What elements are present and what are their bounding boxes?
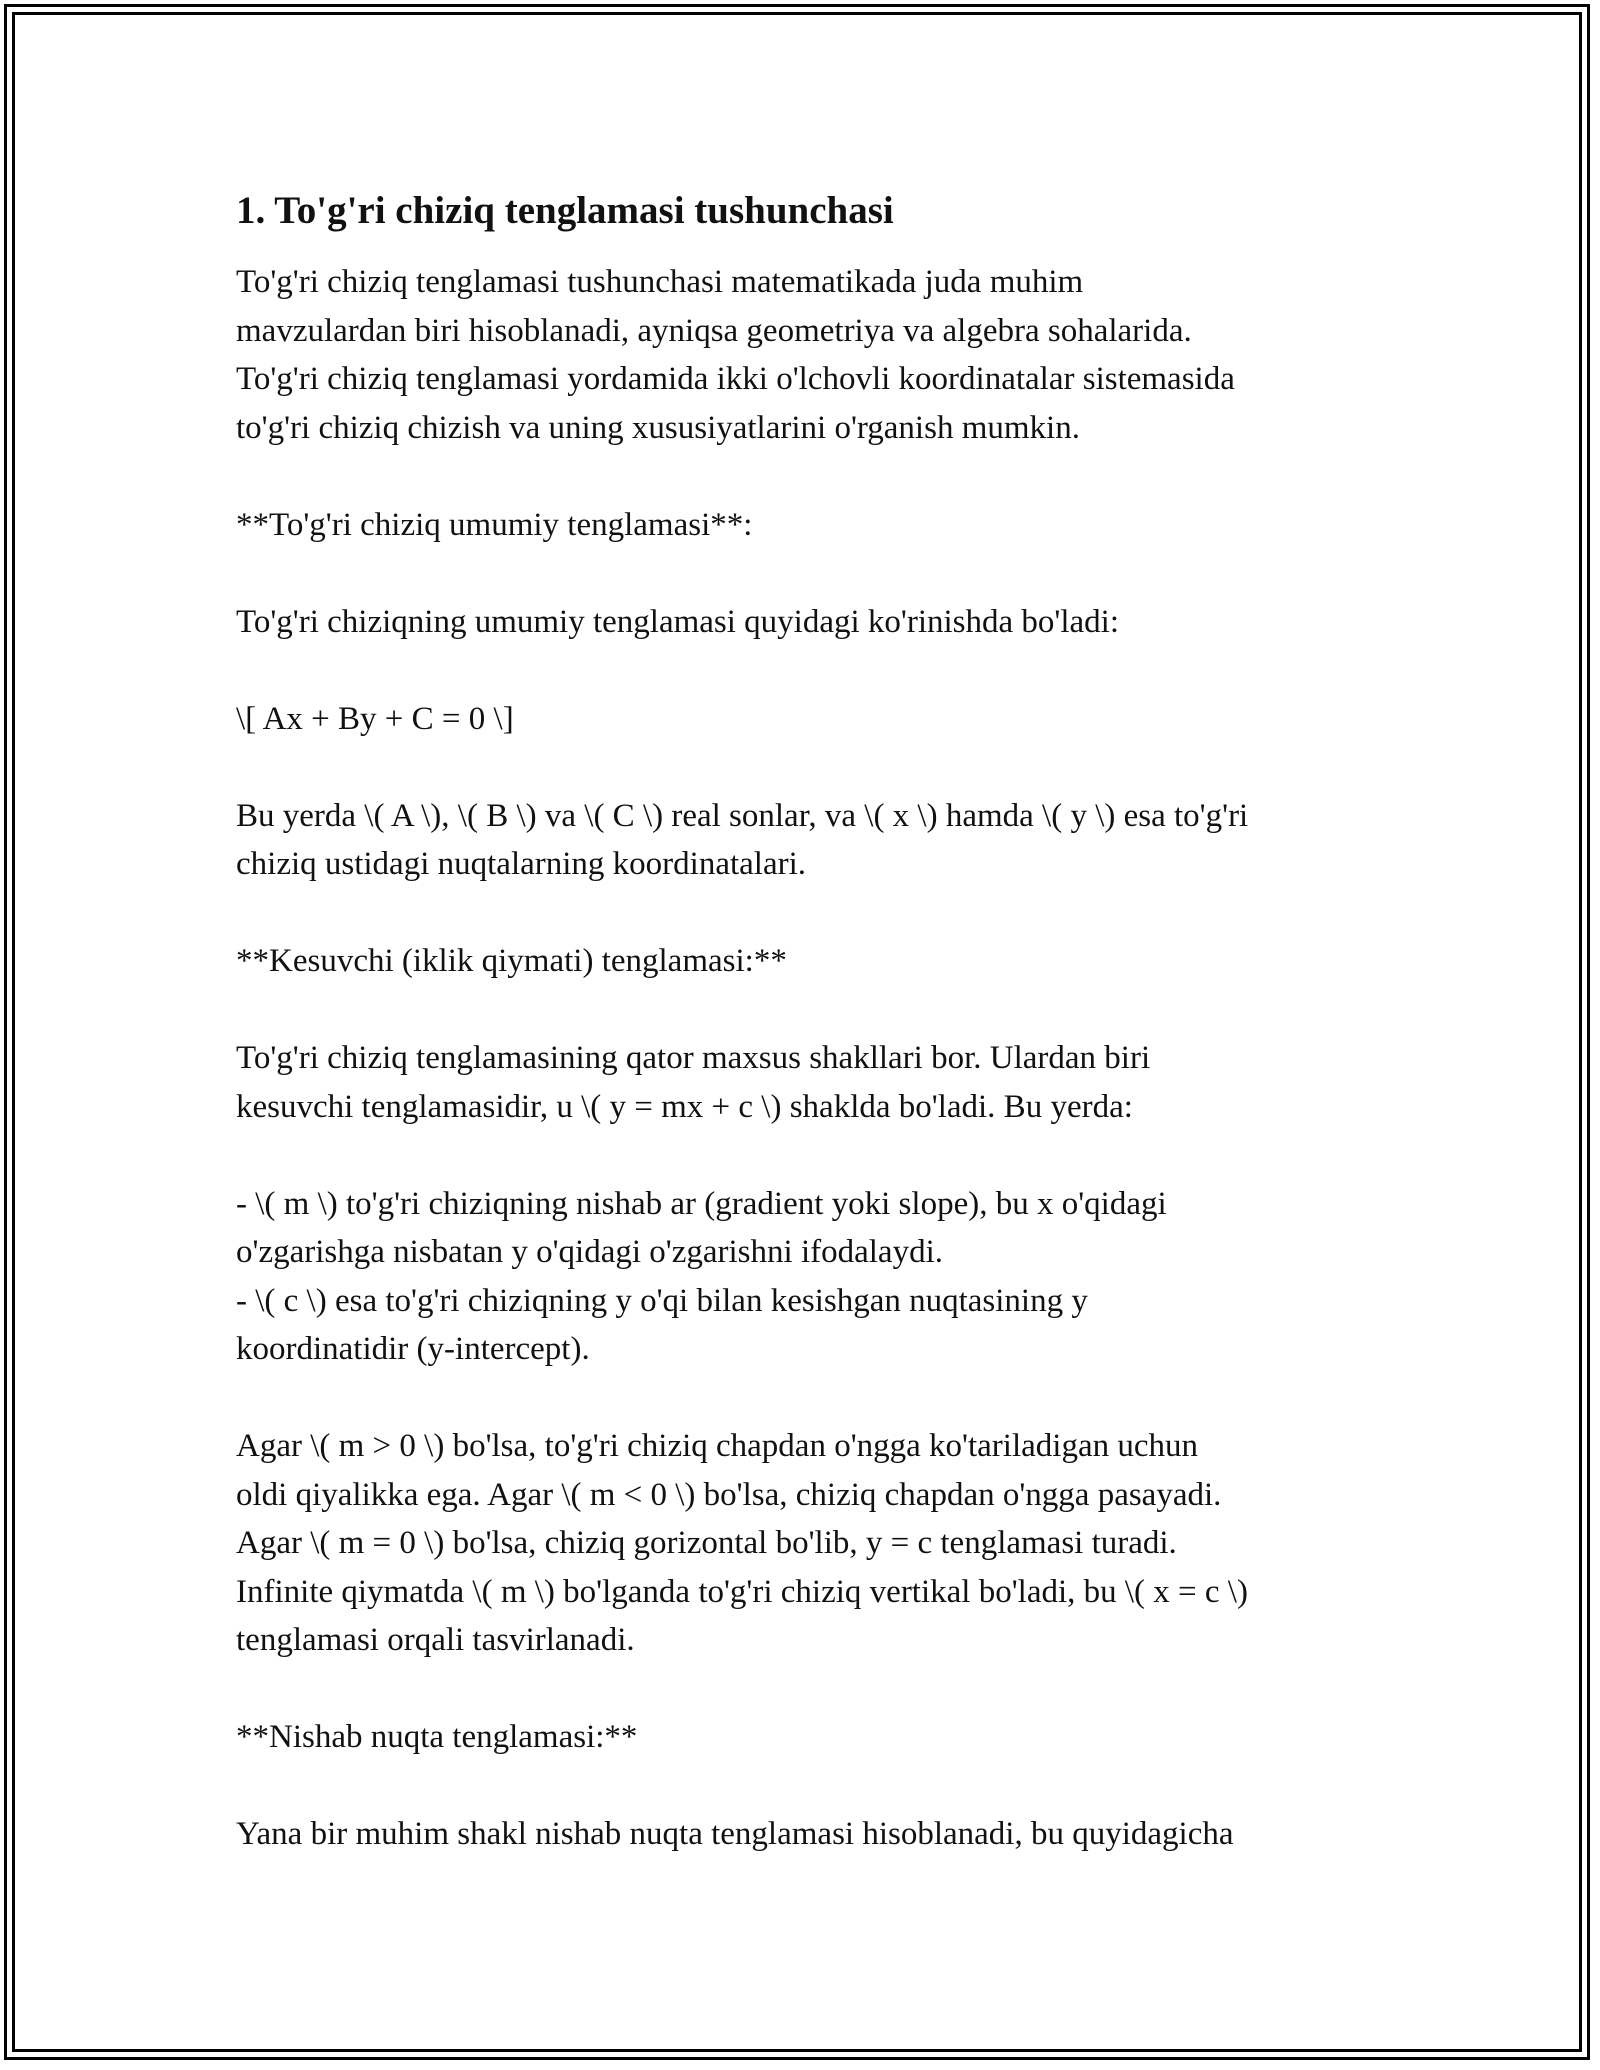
paragraph xyxy=(236,937,1386,986)
paragraph xyxy=(236,258,1386,452)
text-line: mavzulardan biri hisoblanadi, ayniqsa geometriya va algebra sohalarida. xyxy=(236,312,1192,349)
text-line: Infinite qiymatda \( m \) bo'lganda to'g'ri chiziq vertikal bo'ladi, bu \( x = c \) xyxy=(236,1573,1248,1610)
text-line: koordinatidir (y-intercept). xyxy=(236,1331,590,1367)
paragraph-gap xyxy=(236,646,1386,695)
text-line: **Nishab nuqta tenglamasi:** xyxy=(236,1719,638,1755)
text-line: o'zgarishga nisbatan y o'qidagi o'zgarishni ifodalaydi. xyxy=(236,1234,943,1270)
paragraph xyxy=(236,501,1386,550)
paragraph xyxy=(236,792,1386,889)
paragraph xyxy=(236,695,1386,744)
paragraph xyxy=(236,1810,1386,1859)
text-line: chiziq ustidagi nuqtalarning koordinatalari. xyxy=(236,846,807,882)
paragraph-gap xyxy=(236,1665,1386,1714)
text-line: **To'g'ri chiziq umumiy tenglamasi**: xyxy=(236,506,753,543)
text-line: \[ Ax + By + C = 0 \] xyxy=(236,700,514,737)
paragraph xyxy=(236,1034,1386,1131)
paragraph-gap xyxy=(236,1374,1386,1423)
text-line: To'g'ri chiziq tenglamasining qator maxsus shakllari bor. Ulardan biri xyxy=(236,1040,1151,1076)
paragraph-gap xyxy=(236,986,1386,1035)
paragraph-container xyxy=(236,258,1386,1859)
section-heading: 1. To'g'ri chiziq tenglamasi tushunchasi xyxy=(236,189,894,232)
text-line: To'g'ri chiziqning umumiy tenglamasi quyidagi ko'rinishda bo'ladi: xyxy=(236,603,1120,640)
paragraph xyxy=(236,598,1386,647)
text-line: Bu yerda \( A \), \( B \) va \( C \) real sonlar, va \( x \) hamda \( y \) esa to'g'ri xyxy=(236,797,1249,834)
paragraph-gap xyxy=(236,889,1386,938)
text-line: to'g'ri chiziq chizish va uning xususiyatlarini o'rganish mumkin. xyxy=(236,409,1080,446)
text-line: **Kesuvchi (iklik qiymati) tenglamasi:** xyxy=(236,943,787,979)
text-line: Agar \( m = 0 \) bo'lsa, chiziq gorizontal bo'lib, y = c tenglamasi turadi. xyxy=(236,1525,1177,1561)
paragraph-gap xyxy=(236,743,1386,792)
paragraph xyxy=(236,1713,1386,1762)
paragraph-gap xyxy=(236,1131,1386,1180)
text-line: - \( m \) to'g'ri chiziqning nishab ar (gradient yoki slope), bu x o'qidagi xyxy=(236,1185,1167,1222)
paragraph-gap xyxy=(236,452,1386,501)
text-line: oldi qiyalikka ega. Agar \( m < 0 \) bo'lsa, chiziq chapdan o'ngga pasayadi. xyxy=(236,1476,1222,1513)
text-line: kesuvchi tenglamasidir, u \( y = mx + c \) shaklda bo'ladi. Bu yerda: xyxy=(236,1088,1133,1125)
text-line: Agar \( m > 0 \) bo'lsa, to'g'ri chiziq chapdan o'ngga ko'tariladigan uchun xyxy=(236,1428,1198,1464)
paragraph xyxy=(236,1422,1386,1665)
document-body xyxy=(236,186,1386,1859)
text-line: tenglamasi orqali tasvirlanadi. xyxy=(236,1622,635,1658)
paragraph-gap xyxy=(236,1762,1386,1811)
text-line: Yana bir muhim shakl nishab nuqta tenglamasi hisoblanadi, bu quyidagicha xyxy=(236,1816,1234,1852)
paragraph xyxy=(236,1180,1386,1374)
text-line: To'g'ri chiziq tenglamasi yordamida ikki o'lchovli koordinatalar sistemasida xyxy=(236,361,1235,397)
text-line: To'g'ri chiziq tenglamasi tushunchasi matematikada juda muhim xyxy=(236,264,1084,300)
paragraph-gap xyxy=(236,549,1386,598)
text-line: - \( c \) esa to'g'ri chiziqning y o'qi bilan kesishgan nuqtasining y xyxy=(236,1282,1088,1319)
